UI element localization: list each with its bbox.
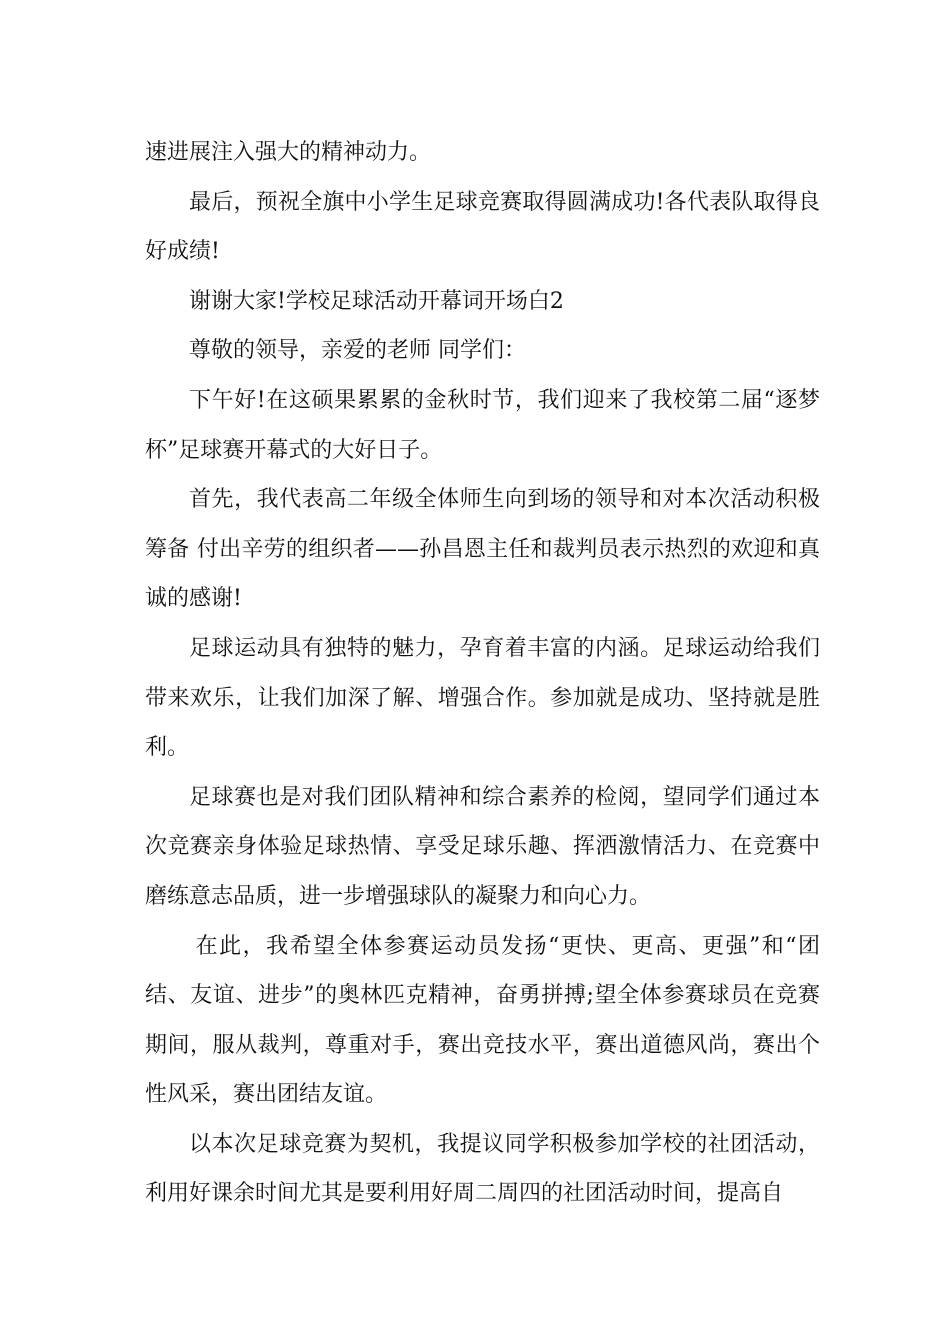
paragraph-team-spirit: 足球赛也是对我们团队精神和综合素养的检阅，望同学们通过本次竞赛亲身体验足球热情、享受足球乐趣、挥洒激情活力、在竞赛中磨练意志品质，进一步增强球队的凝聚力和向心力。: [145, 784, 820, 909]
paragraph-closing-wish: 最后，预祝全旗中小学生足球竞赛取得圆满成功!各代表队取得良好成绩!: [145, 189, 820, 265]
paragraph-club-activities: 以本次足球竞赛为契机，我提议同学积极参加学校的社团活动，利用好课余时间尤其是要利用好周二周四的社团活动时间，提高自: [145, 1131, 820, 1207]
paragraph-thanks-and-title: 谢谢大家!学校足球活动开幕词开场白2: [189, 288, 564, 314]
paragraph-olympic-spirit: 在此，我希望全体参赛运动员发扬“更快、更高、更强”和“团结、友谊、进步”的奥林匹克精神，奋勇拼搏;望全体参赛球员在竞赛期间，服从裁判，尊重对手，赛出竞技水平，赛出道德风尚，赛出个性风采，赛出团结友谊。: [145, 933, 820, 1108]
paragraph-greeting: 下午好!在这硕果累累的金秋时节，我们迎来了我校第二届“逐梦杯”足球赛开幕式的大好日子。: [145, 387, 820, 463]
paragraph-continuation: 速进展注入强大的精神动力。: [145, 140, 432, 165]
paragraph-gratitude: 首先，我代表高二年级全体师生向到场的领导和对本次活动积极筹备 付出辛劳的组织者——孙昌恩主任和裁判员表示热烈的欢迎和真诚的感谢!: [145, 487, 820, 612]
paragraph-football-charm: 足球运动具有独特的魅力，孕育着丰富的内涵。足球运动给我们带来欢乐，让我们加深了解、增强合作。参加就是成功、坚持就是胜利。: [145, 635, 820, 761]
document-body: [145, 128, 820, 1219]
paragraph-salutation: 尊敬的领导，亲爱的老师 同学们：: [189, 338, 526, 364]
